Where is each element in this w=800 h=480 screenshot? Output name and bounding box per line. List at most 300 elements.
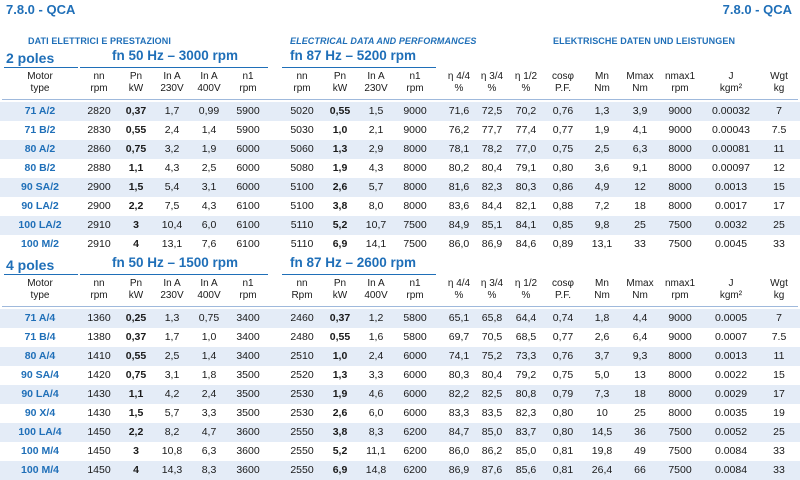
table-2-poles-cell-perf: 9,8 xyxy=(594,219,610,231)
table-4-poles-cell-50hz: 1380 xyxy=(87,331,111,343)
table-4-poles-cell-perf: 19,8 xyxy=(591,445,613,457)
table-2-poles-head-g1-0-line: rpm xyxy=(90,83,108,94)
table-4-poles-motor-type: 100 LA/4 xyxy=(18,426,62,438)
table-2-poles-cell-perf: 33 xyxy=(773,238,785,250)
table-4-poles-cell-87hz: 6000 xyxy=(403,388,427,400)
table-2-poles-cell-50hz: 5,4 xyxy=(164,181,180,193)
table-2-poles-cell-perf: 15 xyxy=(773,181,785,193)
table-2-poles-cell-perf: 0,86 xyxy=(552,181,574,193)
table-2-poles-cell-87hz: 5080 xyxy=(290,162,314,174)
table-4-poles-rule-motor xyxy=(4,274,78,275)
table-4-poles-cell-perf: 0,80 xyxy=(552,426,574,438)
table-2-poles-cell-perf: 7 xyxy=(776,105,782,117)
table-4-poles-freq-50hz: fn 50 Hz – 1500 rpm xyxy=(112,255,239,270)
table-4-poles-cell-perf: 3,7 xyxy=(594,350,610,362)
table-2-poles-head-g2-2-line: In A xyxy=(367,71,385,82)
table-2-poles-cell-50hz: 0,55 xyxy=(125,124,147,136)
table-2-poles-head-g2-2 xyxy=(358,71,394,95)
table-4-poles-head-g2-0-line: nn xyxy=(296,278,308,289)
table-4-poles-head-g3-4 xyxy=(583,278,621,302)
table-4-poles-cell-50hz: 2,2 xyxy=(128,426,144,438)
table-2-poles-cell-87hz: 5060 xyxy=(290,143,314,155)
table-4-poles-cell-87hz: 6,0 xyxy=(368,407,384,419)
table-4-poles-cell-50hz: 2,4 xyxy=(201,388,217,400)
table-4-poles-cell-50hz: 1430 xyxy=(87,388,111,400)
table-4-poles-cell-perf: 66 xyxy=(634,464,646,476)
table-4-poles-cell-perf: 0.0035 xyxy=(714,407,748,419)
table-2-poles-cell-perf: 1,3 xyxy=(594,105,610,117)
table-2-poles-cell-50hz: 2,4 xyxy=(164,124,180,136)
table-4-poles-head-g3-7-line: J xyxy=(728,278,734,289)
table-2-poles-cell-perf: 0,77 xyxy=(552,124,574,136)
table-2-poles-head-g1-4 xyxy=(228,71,268,95)
table-2-poles-head-g2-0-line: rpm xyxy=(293,83,311,94)
table-2-poles-cell-perf: 82,1 xyxy=(515,200,537,212)
table-2-poles-cell-perf: 80,3 xyxy=(515,181,537,193)
table-4-poles-cell-50hz: 1420 xyxy=(87,369,111,381)
table-4-poles-head-g1-1 xyxy=(118,278,154,302)
table-4-poles-head-g1-3-line: In A xyxy=(200,278,218,289)
table-2-poles-cell-perf: 84,9 xyxy=(448,219,470,231)
table-2-poles-cell-50hz: 3 xyxy=(133,219,139,231)
table-4-poles-head-g2-1 xyxy=(322,278,358,302)
table-4-poles-cell-50hz: 2,5 xyxy=(164,350,180,362)
table-2-poles-cell-perf: 9000 xyxy=(668,124,692,136)
table-2-poles-head-g1-1-line: Pn xyxy=(129,71,143,82)
table-4-poles-cell-perf: 82,2 xyxy=(448,388,470,400)
table-2-poles-cell-perf: 3,9 xyxy=(632,105,648,117)
table-4-poles-cell-87hz: 2550 xyxy=(290,464,314,476)
table-4-poles-motor-type: 90 LA/4 xyxy=(21,388,59,400)
table-2-poles-motor-type: 80 B/2 xyxy=(24,162,56,174)
table-2-poles-cell-50hz: 5900 xyxy=(236,124,260,136)
table-2-poles-rule-g1 xyxy=(80,67,268,68)
table-2-poles-cell-perf: 77,0 xyxy=(515,143,537,155)
table-4-poles-cell-perf: 36 xyxy=(634,426,646,438)
table-2-poles-cell-perf: 83,6 xyxy=(448,200,470,212)
table-2-poles-head-g2-1 xyxy=(322,71,358,95)
table-2-poles-cell-87hz: 5110 xyxy=(290,238,314,250)
table-4-poles-motor-type: 100 M/4 xyxy=(21,445,59,457)
table-4-poles-cell-perf: 33 xyxy=(773,445,785,457)
table-2-poles-cell-87hz: 2,9 xyxy=(368,143,384,155)
table-4-poles-head-g3-0-line: η 4/4 xyxy=(447,278,471,289)
table-4-poles-head-g3-3-line: cosφ xyxy=(551,278,575,289)
table-4-poles-head-g3-5-line: Nm xyxy=(632,290,648,301)
table-2-poles-cell-perf: 7.5 xyxy=(771,124,787,136)
table-4-poles-cell-87hz: 4,6 xyxy=(368,388,384,400)
table-2-poles-cell-perf: 17 xyxy=(773,200,785,212)
table-4-poles-cell-perf: 4,4 xyxy=(632,312,648,324)
table-4-poles-cell-87hz: 2,4 xyxy=(368,350,384,362)
table-4-poles-cell-50hz: 4,2 xyxy=(164,388,180,400)
table-2-poles-head-g3-6 xyxy=(659,71,701,95)
table-4-poles-cell-87hz: 6000 xyxy=(403,350,427,362)
table-4-poles-cell-87hz: 6200 xyxy=(403,426,427,438)
table-2-poles-cell-perf: 81,6 xyxy=(448,181,470,193)
table-4-poles-cell-87hz: 2460 xyxy=(290,312,314,324)
table-2-poles-cell-perf: 0.0017 xyxy=(714,200,748,212)
table-4-poles-head-g2-0-line: Rpm xyxy=(291,290,313,301)
table-2-poles-head-g2-2-line: 230V xyxy=(364,83,388,94)
table-2-poles-head-g3-1-line: % xyxy=(487,83,497,94)
table-2-poles-cell-50hz: 1,5 xyxy=(128,181,144,193)
table-2-poles-cell-50hz: 1,7 xyxy=(164,105,180,117)
table-4-poles-cell-perf: 74,1 xyxy=(448,350,470,362)
table-2-poles-cell-50hz: 2910 xyxy=(87,238,111,250)
table-4-poles-rule-g2 xyxy=(282,274,436,275)
table-2-poles-cell-50hz: 6100 xyxy=(236,238,260,250)
table-4-poles-cell-perf: 7.5 xyxy=(771,331,787,343)
header-right-title: 7.8.0 - QCA xyxy=(722,2,792,17)
table-2-poles-cell-50hz: 1,9 xyxy=(201,143,217,155)
table-4-poles-freq-87hz: fn 87 Hz – 2600 rpm xyxy=(290,255,417,270)
table-4-poles-cell-50hz: 3500 xyxy=(236,407,260,419)
table-4-poles-head-motor xyxy=(2,278,78,302)
table-4-poles-head-g2-2 xyxy=(358,278,394,302)
table-4-poles-motor-type: 80 A/4 xyxy=(24,350,56,362)
table-2-poles-rule-motor xyxy=(4,67,78,68)
table-4-poles-cell-perf: 85,6 xyxy=(515,464,537,476)
table-2-poles-head-g3-4-line: Mn xyxy=(595,71,609,82)
table-4-poles-cell-87hz: 1,3 xyxy=(332,369,348,381)
table-4-poles-cell-50hz: 1450 xyxy=(87,464,111,476)
table-2-poles-head-g1-1-line: kW xyxy=(128,83,144,94)
table-2-poles-head-g1-3 xyxy=(190,71,228,95)
table-2-poles-cell-87hz: 1,5 xyxy=(368,105,384,117)
table-4-poles-head-g1-4-line: rpm xyxy=(239,290,257,301)
table-4-poles-cell-87hz: 2550 xyxy=(290,426,314,438)
table-2-poles-cell-perf: 0,88 xyxy=(552,200,574,212)
table-4-poles-cell-50hz: 3500 xyxy=(236,369,260,381)
table-2-poles-cell-87hz: 1,9 xyxy=(332,162,348,174)
table-4-poles-head-motor-line: Motor xyxy=(27,278,53,289)
table-4-poles-cell-perf: 65,1 xyxy=(448,312,470,324)
table-4-poles-cell-87hz: 5800 xyxy=(403,331,427,343)
table-4-poles-cell-perf: 9000 xyxy=(668,331,692,343)
table-2-poles-head-g3-6-line: nmax1 xyxy=(664,71,695,82)
table-2-poles-head-g1-4-line: n1 xyxy=(242,71,254,82)
table-2-poles-head-g1-2 xyxy=(154,71,190,95)
table-2-poles-cell-perf: 80,4 xyxy=(481,162,503,174)
table-2-poles-cell-87hz: 5,2 xyxy=(332,219,348,231)
table-2-poles-motor-type: 90 SA/2 xyxy=(21,181,59,193)
table-2-poles-cell-perf: 33 xyxy=(634,238,646,250)
table-2-poles-cell-87hz: 14,1 xyxy=(365,238,387,250)
table-4-poles-head-g3-8-line: kg xyxy=(773,290,785,301)
table-4-poles-rule-g1 xyxy=(80,274,268,275)
table-4-poles-cell-perf: 10 xyxy=(596,407,608,419)
table-4-poles-cell-87hz: 2530 xyxy=(290,407,314,419)
table-4-poles-head-g3-0 xyxy=(443,278,475,302)
table-4-poles-motor-type: 90 X/4 xyxy=(24,407,56,419)
table-4-poles-cell-perf: 0,80 xyxy=(552,407,574,419)
table-4-poles-cell-perf: 70,5 xyxy=(481,331,503,343)
table-4-poles-cell-perf: 80,4 xyxy=(481,369,503,381)
table-2-poles-motor-type: 100 M/2 xyxy=(21,238,59,250)
table-2-poles-cell-50hz: 3,1 xyxy=(201,181,217,193)
table-4-poles-cell-perf: 65,8 xyxy=(481,312,503,324)
table-4-poles-cell-perf: 69,7 xyxy=(448,331,470,343)
table-4-poles-cell-perf: 85,0 xyxy=(481,426,503,438)
table-2-poles-cell-50hz: 6100 xyxy=(236,219,260,231)
table-2-poles-motor-type: 80 A/2 xyxy=(24,143,56,155)
table-2-poles-cell-50hz: 4 xyxy=(133,238,139,250)
table-4-poles-cell-perf: 68,5 xyxy=(515,331,537,343)
table-2-poles-head-g3-0-line: η 4/4 xyxy=(447,71,471,82)
table-4-poles-head-g2-3 xyxy=(394,278,436,302)
table-2-poles-cell-87hz: 8000 xyxy=(403,162,427,174)
table-4-poles-head-g3-5 xyxy=(621,278,659,302)
table-4-poles-cell-perf: 14,5 xyxy=(591,426,613,438)
table-4-poles-head-g2-2-line: In A xyxy=(367,278,385,289)
table-2-poles-cell-50hz: 0,37 xyxy=(125,105,147,117)
table-4-poles-cell-perf: 49 xyxy=(634,445,646,457)
table-2-poles-head-g3-5 xyxy=(621,71,659,95)
table-2-poles-head-g3-8 xyxy=(761,71,797,95)
table-2-poles-cell-50hz: 6100 xyxy=(236,200,260,212)
table-4-poles-cell-87hz: 1,6 xyxy=(368,331,384,343)
table-2-poles-cell-87hz: 0,55 xyxy=(329,105,351,117)
table-2-poles-cell-perf: 7500 xyxy=(668,219,692,231)
table-4-poles-head-g1-1-line: Pn xyxy=(129,278,143,289)
table-2-poles-cell-perf: 9,1 xyxy=(632,162,648,174)
table-2-poles-cell-perf: 0,85 xyxy=(552,219,574,231)
table-4-poles-head-g2-2-line: 400V xyxy=(364,290,388,301)
table-4-poles-cell-87hz: 0,37 xyxy=(329,312,351,324)
table-2-poles-cell-87hz: 9000 xyxy=(403,105,427,117)
table-2-poles-cell-perf: 82,3 xyxy=(481,181,503,193)
table-4-poles-head-g3-1-line: % xyxy=(487,290,497,301)
table-2-poles-cell-perf: 11 xyxy=(773,143,785,155)
header-left-title: 7.8.0 - QCA xyxy=(6,2,76,17)
table-2-poles-head-g3-8-line: kg xyxy=(773,83,785,94)
table-2-poles-cell-perf: 84,4 xyxy=(481,200,503,212)
table-2-poles-cell-50hz: 4,3 xyxy=(201,200,217,212)
table-2-poles-cell-87hz: 8000 xyxy=(403,181,427,193)
table-2-poles-cell-87hz: 1,3 xyxy=(332,143,348,155)
table-4-poles-cell-perf: 0,81 xyxy=(552,445,574,457)
table-4-poles-cell-perf: 0,75 xyxy=(552,369,574,381)
table-2-poles-head-g1-0 xyxy=(80,71,118,95)
table-2-poles-cell-perf: 12 xyxy=(634,181,646,193)
table-2-poles-cell-50hz: 13,1 xyxy=(161,238,183,250)
table-2-poles-cell-50hz: 7,5 xyxy=(164,200,180,212)
table-4-poles-cell-perf: 15 xyxy=(773,369,785,381)
table-4-poles-head-g1-0-line: nn xyxy=(93,278,105,289)
table-4-poles-cell-87hz: 6000 xyxy=(403,369,427,381)
table-2-poles-cell-87hz: 1,0 xyxy=(332,124,348,136)
table-4-poles-cell-perf: 7,3 xyxy=(594,388,610,400)
table-2-poles-cell-perf: 0.00081 xyxy=(712,143,750,155)
table-4-poles-cell-perf: 1,8 xyxy=(594,312,610,324)
table-4-poles-cell-perf: 8000 xyxy=(668,369,692,381)
table-4-poles-cell-perf: 25 xyxy=(634,407,646,419)
table-2-poles-cell-perf: 0.00032 xyxy=(712,105,750,117)
table-2-poles-head-g2-3 xyxy=(394,71,436,95)
table-2-poles-cell-perf: 0.00097 xyxy=(712,162,750,174)
table-2-poles-cell-50hz: 0,99 xyxy=(198,105,220,117)
table-4-poles-motor-type: 100 M/4 xyxy=(21,464,59,476)
table-2-poles-head-g1-2-line: In A xyxy=(163,71,181,82)
table-2-poles-cell-perf: 1,9 xyxy=(594,124,610,136)
table-2-poles-cell-50hz: 2910 xyxy=(87,219,111,231)
table-4-poles-cell-perf: 0.0022 xyxy=(714,369,748,381)
table-4-poles-head-g2-0 xyxy=(282,278,322,302)
table-4-poles-cell-50hz: 3,3 xyxy=(201,407,217,419)
section-title-english: ELECTRICAL DATA AND PERFORMANCES xyxy=(290,36,477,46)
table-2-poles-cell-87hz: 6,9 xyxy=(332,238,348,250)
table-4-poles-cell-perf: 7500 xyxy=(668,426,692,438)
table-2-poles-cell-87hz: 7500 xyxy=(403,219,427,231)
table-4-poles-motor-type: 90 SA/4 xyxy=(21,369,59,381)
table-4-poles-head-g3-2-line: η 1/2 xyxy=(514,278,538,289)
table-4-poles-cell-87hz: 14,8 xyxy=(365,464,387,476)
table-4-poles-head-g1-2-line: In A xyxy=(163,278,181,289)
table-2-poles-cell-87hz: 8000 xyxy=(403,200,427,212)
table-4-poles-cell-perf: 33 xyxy=(773,464,785,476)
table-2-poles-cell-perf: 77,4 xyxy=(515,124,537,136)
table-2-poles-head-g1-3-line: 400V xyxy=(197,83,221,94)
table-2-poles-cell-perf: 0.0032 xyxy=(714,219,748,231)
table-2-poles-cell-perf: 7500 xyxy=(668,238,692,250)
table-4-poles-cell-50hz: 8,2 xyxy=(164,426,180,438)
table-4-poles-head-g3-1 xyxy=(475,278,509,302)
table-2-poles-cell-perf: 2,5 xyxy=(594,143,610,155)
table-2-poles-head-g2-1-line: Pn xyxy=(333,71,347,82)
table-4-poles-cell-50hz: 0,55 xyxy=(125,350,147,362)
table-4-poles-cell-perf: 86,0 xyxy=(448,445,470,457)
table-4-poles-cell-perf: 80,8 xyxy=(515,388,537,400)
table-4-poles-head-g1-1-line: kW xyxy=(128,290,144,301)
table-2-poles-cell-50hz: 1,4 xyxy=(201,124,217,136)
table-4-poles-cell-50hz: 6,3 xyxy=(201,445,217,457)
table-4-poles-cell-50hz: 0,75 xyxy=(125,369,147,381)
table-2-poles-cell-perf: 8000 xyxy=(668,143,692,155)
table-4-poles-cell-perf: 6,4 xyxy=(632,331,648,343)
table-2-poles-cell-perf: 71,6 xyxy=(448,105,470,117)
table-2-poles-cell-perf: 79,1 xyxy=(515,162,537,174)
table-2-poles-head-g3-7 xyxy=(701,71,761,95)
table-4-poles-cell-perf: 80,3 xyxy=(448,369,470,381)
table-2-poles-head-g3-8-line: Wgt xyxy=(770,71,788,82)
table-4-poles-cell-87hz: 2520 xyxy=(290,369,314,381)
table-4-poles-cell-50hz: 0,25 xyxy=(125,312,147,324)
table-4-poles-cell-perf: 82,3 xyxy=(515,407,537,419)
table-4-poles-cell-perf: 0.0084 xyxy=(714,464,748,476)
section-title-italian: DATI ELETTRICI E PRESTAZIONI xyxy=(28,36,171,46)
table-4-poles-cell-perf: 64,4 xyxy=(515,312,537,324)
table-2-poles-cell-50hz: 2860 xyxy=(87,143,111,155)
table-2-poles-cell-perf: 7,2 xyxy=(594,200,610,212)
table-4-poles-cell-perf: 0.0052 xyxy=(714,426,748,438)
table-2-poles-cell-87hz: 9000 xyxy=(403,124,427,136)
table-2-poles-cell-perf: 84,6 xyxy=(515,238,537,250)
table-2-poles-cell-perf: 80,2 xyxy=(448,162,470,174)
table-2-poles-head-motor-line: type xyxy=(30,83,50,94)
table-2-poles-cell-87hz: 5100 xyxy=(290,200,314,212)
table-4-poles-cell-perf: 83,5 xyxy=(481,407,503,419)
table-2-poles-head-g3-0 xyxy=(443,71,475,95)
table-4-poles-cell-87hz: 5,2 xyxy=(332,445,348,457)
table-4-poles-cell-87hz: 1,0 xyxy=(332,350,348,362)
table-2-poles-cell-50hz: 6000 xyxy=(236,162,260,174)
table-2-poles-cell-50hz: 2,2 xyxy=(128,200,144,212)
table-2-poles-cell-87hz: 4,3 xyxy=(368,162,384,174)
table-2-poles-cell-perf: 18 xyxy=(634,200,646,212)
table-2-poles-head-g3-4 xyxy=(583,71,621,95)
table-4-poles-cell-87hz: 5800 xyxy=(403,312,427,324)
table-4-poles-cell-87hz: 6200 xyxy=(403,464,427,476)
table-4-poles-head-g1-3 xyxy=(190,278,228,302)
table-2-poles-head-g3-2-line: η 1/2 xyxy=(514,71,538,82)
table-2-poles-cell-perf: 0,76 xyxy=(552,105,574,117)
table-2-poles-cell-50hz: 6,0 xyxy=(201,219,217,231)
table-2-poles-cell-87hz: 5020 xyxy=(290,105,314,117)
table-4-poles-cell-50hz: 1,5 xyxy=(128,407,144,419)
table-4-poles-head-g3-0-line: % xyxy=(454,290,464,301)
table-2-poles-cell-perf: 84,1 xyxy=(515,219,537,231)
table-4-poles-cell-perf: 7 xyxy=(776,312,782,324)
table-4-poles-cell-50hz: 3400 xyxy=(236,312,260,324)
table-4-poles-head-g3-2 xyxy=(509,278,543,302)
table-4-poles-cell-87hz: 2480 xyxy=(290,331,314,343)
table-4-poles-cell-50hz: 0,37 xyxy=(125,331,147,343)
table-4-poles-cell-50hz: 0,75 xyxy=(198,312,220,324)
table-2-poles-cell-87hz: 5,7 xyxy=(368,181,384,193)
table-2-poles-head-g3-7-line: J xyxy=(728,71,734,82)
table-4-poles-head-g3-7-line: kgm² xyxy=(719,290,743,301)
table-2-poles-head-g3-1 xyxy=(475,71,509,95)
table-2-poles-cell-perf: 8000 xyxy=(668,200,692,212)
table-4-poles-cell-perf: 0.0005 xyxy=(714,312,748,324)
table-4-poles-head-g3-6-line: nmax1 xyxy=(664,278,695,289)
table-2-poles-cell-50hz: 3,2 xyxy=(164,143,180,155)
table-4-poles-cell-50hz: 1,1 xyxy=(128,388,144,400)
table-4-poles-cell-perf: 0.0029 xyxy=(714,388,748,400)
table-4-poles-cell-50hz: 3600 xyxy=(236,464,260,476)
table-2-poles-cell-perf: 0,80 xyxy=(552,162,574,174)
table-4-poles-cell-50hz: 1,0 xyxy=(201,331,217,343)
table-4-poles-cell-50hz: 1410 xyxy=(87,350,111,362)
table-4-poles-head-g3-4-line: Nm xyxy=(594,290,610,301)
table-4-poles-cell-87hz: 0,55 xyxy=(329,331,351,343)
table-4-poles-head-g1-4-line: n1 xyxy=(242,278,254,289)
table-4-poles-cell-perf: 83,7 xyxy=(515,426,537,438)
table-2-poles-head-g3-5-line: Mmax xyxy=(626,71,654,82)
table-4-poles-head-g3-4-line: Mn xyxy=(595,278,609,289)
table-4-poles-head-g3-5-line: Mmax xyxy=(626,278,654,289)
table-4-poles-head-g2-1-line: kW xyxy=(332,290,348,301)
table-4-poles-cell-50hz: 5,7 xyxy=(164,407,180,419)
table-2-poles-cell-50hz: 4,3 xyxy=(164,162,180,174)
table-2-poles-freq-87hz: fn 87 Hz – 5200 rpm xyxy=(290,48,417,63)
table-4-poles-head-g3-7 xyxy=(701,278,761,302)
section-title-german: ELEKTRISCHE DATEN UND LEISTUNGEN xyxy=(553,36,736,46)
table-2-poles-head-g2-3-line: n1 xyxy=(409,71,421,82)
table-2-poles-cell-perf: 12 xyxy=(773,162,785,174)
table-2-poles-rule-g2 xyxy=(282,67,436,68)
table-4-poles-cell-50hz: 1,8 xyxy=(201,369,217,381)
table-2-poles-cell-87hz: 2,1 xyxy=(368,124,384,136)
table-2-poles-cell-perf: 78,1 xyxy=(448,143,470,155)
table-4-poles-cell-perf: 25 xyxy=(773,426,785,438)
table-2-poles-head-g1-2-line: 230V xyxy=(160,83,184,94)
table-4-poles-cell-perf: 0,77 xyxy=(552,331,574,343)
table-4-poles-head-g1-0-line: rpm xyxy=(90,290,108,301)
table-2-poles-cell-87hz: 3,8 xyxy=(332,200,348,212)
table-2-poles-cell-50hz: 6000 xyxy=(236,143,260,155)
